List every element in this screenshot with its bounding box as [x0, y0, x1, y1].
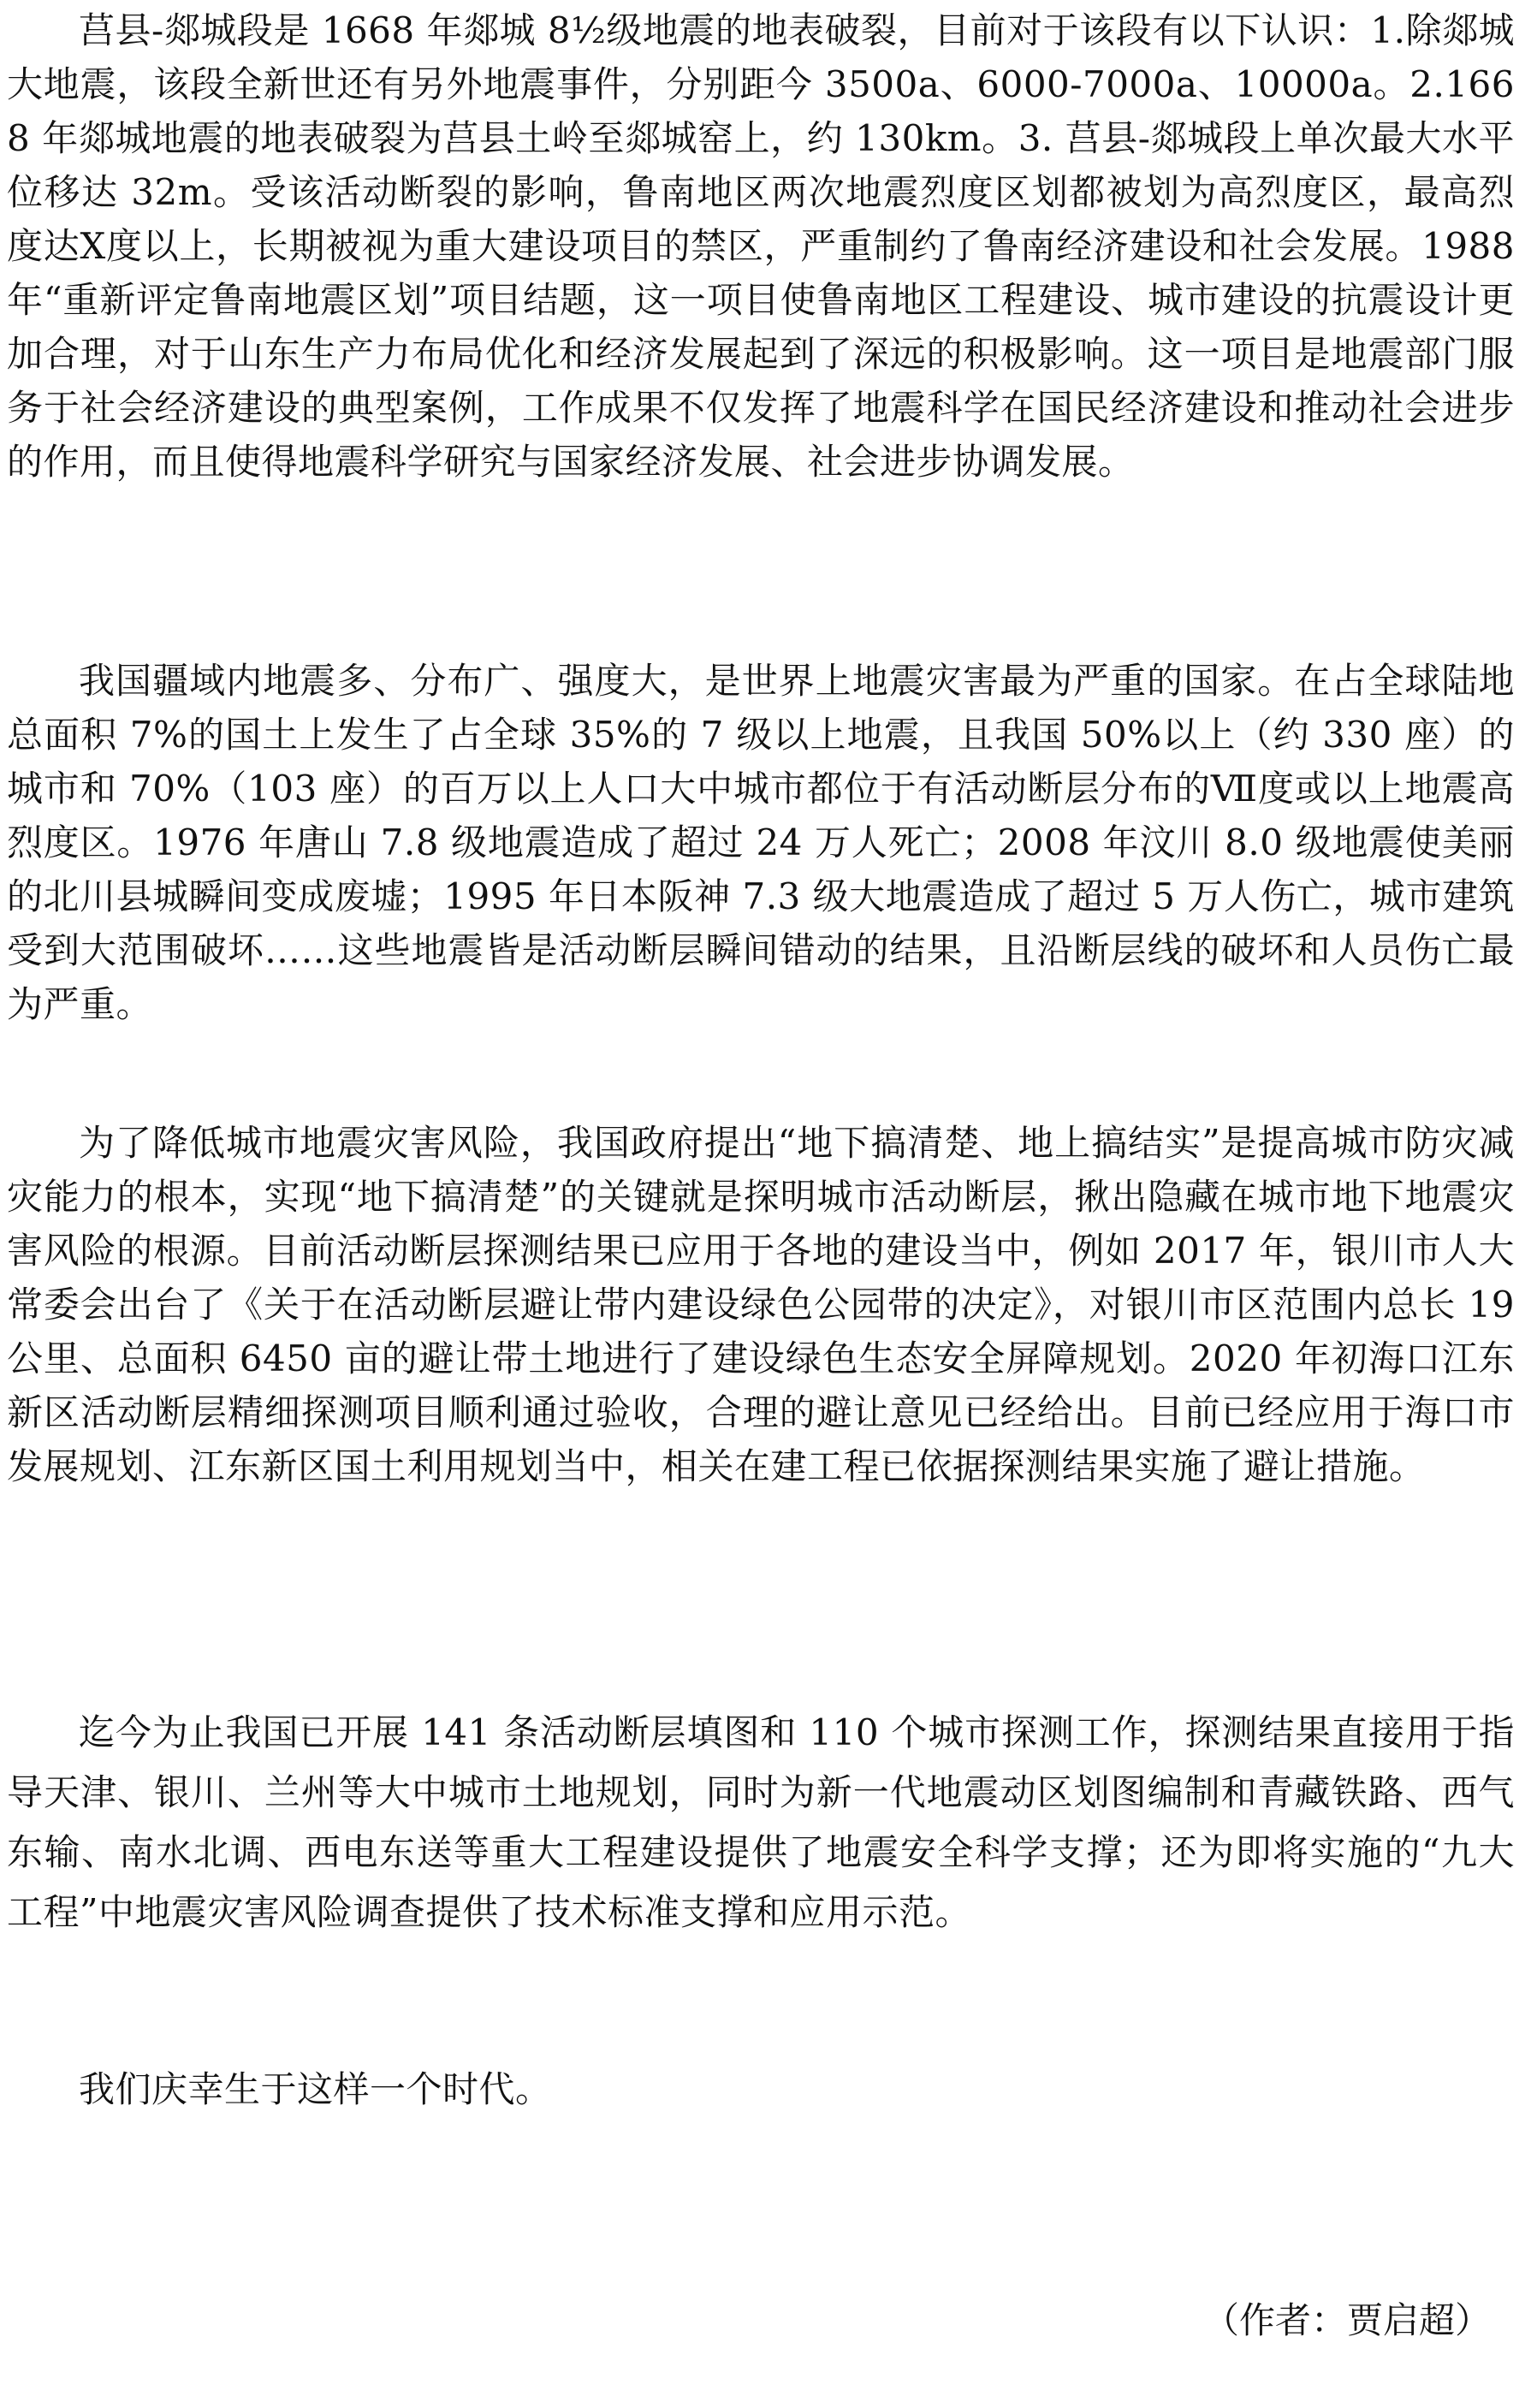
paragraph-china-earthquake-hazard: 我国疆域内地震多、分布广、强度大，是世界上地震灾害最为严重的国家。在占全球陆地总面积 7%的国土上发生了占全球 35%的 7 级以上地震，且我国 50%以上（约 330 座）的城市和 70%（103 座）的百万以上人口大中城市都位于有活动断层分布的Ⅶ度或以上地震高烈度区。1976 年唐山 7.8 级地震造成了超过 24 万人死亡；2008 年汶川 8.0 级地震使美丽的北川县城瞬间变成废墟；1995 年日本阪神 7.3 级大地震造成了超过 5 万人伤亡，城市建筑受到大范围破坏……这些地震皆是活动断层瞬间错动的结果，且沿断层线的破坏和人员伤亡最为严重。	[7, 660, 1515, 1025]
paragraph-fault-detection-achievements: 迄今为止我国已开展 141 条活动断层填图和 110 个城市探测工作，探测结果直接用于指导天津、银川、兰州等大中城市土地规划，同时为新一代地震动区划图编制和青藏铁路、西气东输、南水北调、西电东送等重大工程建设提供了地震安全科学支撑；还为即将实施的“九大工程”中地震灾害风险调查提供了技术标准支撑和应用示范。	[7, 1711, 1515, 1933]
paragraph-closing: 我们庆幸生于这样一个时代。	[79, 2068, 552, 2110]
paragraph-tancheng-earthquake: 莒县-郯城段是 1668 年郯城 8½级地震的地表破裂，目前对于该段有以下认识：1.除郯城大地震，该段全新世还有另外地震事件，分别距今 3500a、6000-7000a、10000a。2.1668 年郯城地震的地表破裂为莒县土岭至郯城窑上，约 130km。3. 莒县-郯城段上单次最大水平位移达 32m。受该活动断裂的影响，鲁南地区两次地震烈度区划都被划为高烈度区，最高烈度达Ⅹ度以上，长期被视为重大建设项目的禁区，严重制约了鲁南经济建设和社会发展。1988 年“重新评定鲁南地震区划”项目结题，这一项目使鲁南地区工程建设、城市建设的抗震设计更加合理，对于山东生产力布局优化和经济发展起到了深远的积极影响。这一项目是地震部门服务于社会经济建设的典型案例，工作成果不仅发挥了地震科学在国民经济建设和推动社会进步的作用，而且使得地震科学研究与国家经济发展、社会进步协调发展。	[7, 9, 1515, 483]
author-credit: （作者：贾启超）	[1202, 2299, 1491, 2341]
paragraph-urban-risk-reduction: 为了降低城市地震灾害风险，我国政府提出“地下搞清楚、地上搞结实”是提高城市防灾减灾能力的根本，实现“地下搞清楚”的关键就是探明城市活动断层，揪出隐藏在城市地下地震灾害风险的根源。目前活动断层探测结果已应用于各地的建设当中，例如 2017 年，银川市人大常委会出台了《关于在活动断层避让带内建设绿色公园带的决定》，对银川市区范围内总长 19 公里、总面积 6450 亩的避让带土地进行了建设绿色生态安全屏障规划。2020 年初海口江东新区活动断层精细探测项目顺利通过验收，合理的避让意见已经给出。目前已经应用于海口市发展规划、江东新区国土利用规划当中，相关在建工程已依据探测结果实施了避让措施。	[7, 1122, 1515, 1487]
